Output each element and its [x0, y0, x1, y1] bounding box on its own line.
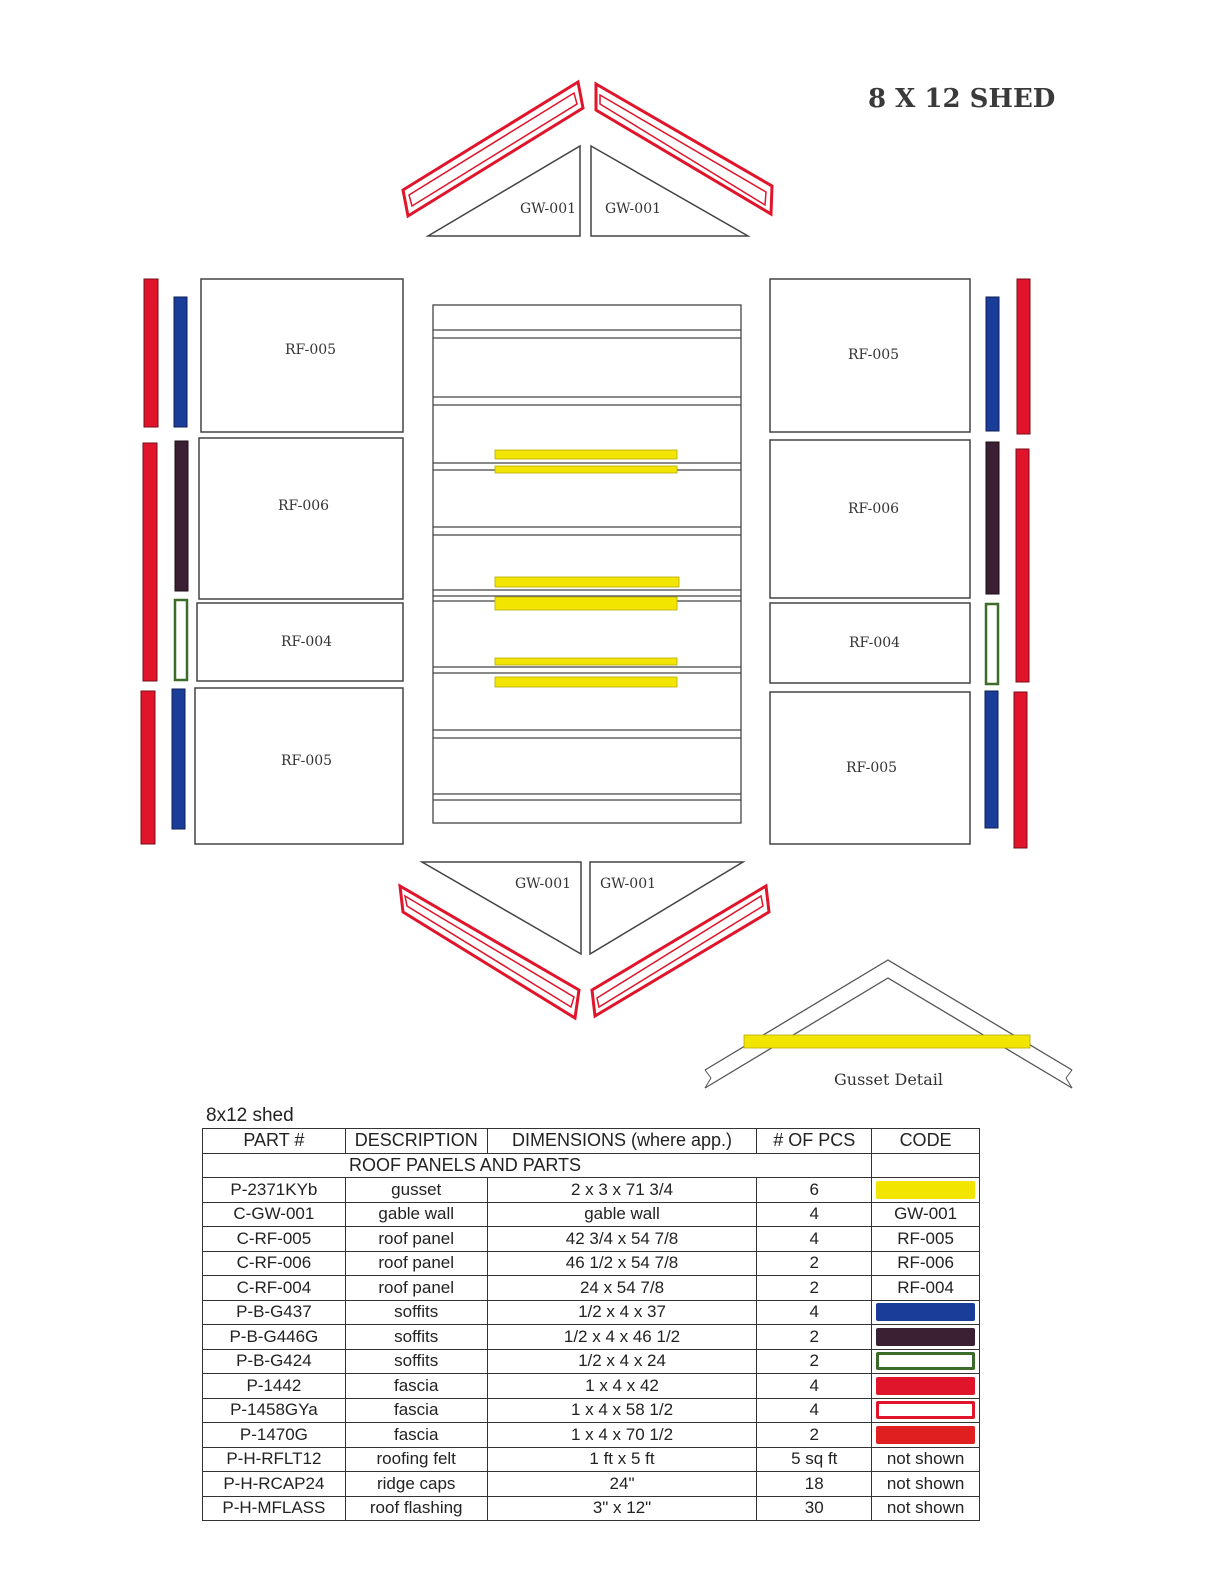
- part-number-cell: C-GW-001: [203, 1202, 346, 1227]
- header-pieces: # OF PCS: [757, 1129, 872, 1154]
- dimensions-cell: gable wall: [487, 1202, 757, 1227]
- pieces-cell: 4: [757, 1227, 872, 1252]
- header-part: PART #: [203, 1129, 346, 1154]
- table-row: [203, 1496, 980, 1521]
- description-cell: soffits: [345, 1300, 487, 1325]
- dimensions-cell: 1 x 4 x 70 1/2: [487, 1423, 757, 1448]
- code-label: not shown: [886, 1473, 965, 1493]
- code-cell: [872, 1374, 980, 1399]
- pieces-cell: 4: [757, 1300, 872, 1325]
- pieces-cell: 2: [757, 1251, 872, 1276]
- dimensions-cell: 1/2 x 4 x 24: [487, 1349, 757, 1374]
- table-header-row: [203, 1129, 980, 1154]
- table-row: [203, 1202, 980, 1227]
- part-number-cell: P-1458GYa: [203, 1398, 346, 1423]
- description-cell: fascia: [345, 1423, 487, 1448]
- gable-label: GW-001: [515, 876, 572, 892]
- fascia-right-2: [1016, 449, 1029, 682]
- dimensions-cell: 46 1/2 x 54 7/8: [487, 1251, 757, 1276]
- pieces-cell: 30: [757, 1496, 872, 1521]
- code-cell: [872, 1178, 980, 1203]
- pieces-cell: 5 sq ft: [757, 1447, 872, 1472]
- part-number-cell: P-2371KYb: [203, 1178, 346, 1203]
- gable-label: GW-001: [600, 876, 657, 892]
- description-cell: ridge caps: [345, 1472, 487, 1497]
- soffit-left-3: [175, 600, 187, 680]
- code-label: GW-001: [894, 1204, 958, 1224]
- soffit-left-4: [172, 689, 185, 829]
- table-row: [203, 1349, 980, 1374]
- table-row: [203, 1178, 980, 1203]
- fascia-right-1: [1017, 279, 1030, 434]
- color-swatch: [876, 1426, 975, 1444]
- color-swatch: [876, 1401, 975, 1419]
- pieces-cell: 18: [757, 1472, 872, 1497]
- description-cell: roof flashing: [345, 1496, 487, 1521]
- part-number-cell: P-B-G446G: [203, 1325, 346, 1350]
- code-label: RF-006: [897, 1253, 954, 1273]
- panel-label: RF-004: [281, 634, 333, 650]
- section-code-cell: [872, 1153, 980, 1178]
- part-number-cell: P-H-RCAP24: [203, 1472, 346, 1497]
- table-row: [203, 1276, 980, 1301]
- gable-label: GW-001: [520, 201, 577, 217]
- table-row: [203, 1251, 980, 1276]
- code-cell: [872, 1325, 980, 1350]
- code-cell: [872, 1251, 980, 1276]
- gusset-detail: [705, 960, 1072, 1088]
- header-code: CODE: [872, 1129, 980, 1154]
- part-number-cell: C-RF-005: [203, 1227, 346, 1252]
- description-cell: fascia: [345, 1398, 487, 1423]
- pieces-cell: 2: [757, 1276, 872, 1301]
- part-number-cell: P-1442: [203, 1374, 346, 1399]
- code-label: RF-004: [897, 1277, 954, 1297]
- part-number-cell: P-H-MFLASS: [203, 1496, 346, 1521]
- roof-panel-right: [770, 440, 970, 598]
- dimensions-cell: 1 x 4 x 42: [487, 1374, 757, 1399]
- parts-table: [202, 1128, 980, 1521]
- table-row: [203, 1374, 980, 1399]
- code-cell: [872, 1349, 980, 1374]
- soffit-right-3: [986, 604, 998, 684]
- code-cell: [872, 1227, 980, 1252]
- description-cell: roofing felt: [345, 1447, 487, 1472]
- pieces-cell: 4: [757, 1374, 872, 1399]
- table-row: [203, 1300, 980, 1325]
- table-row: [203, 1227, 980, 1252]
- soffit-left-1: [174, 297, 187, 427]
- soffit-right-4: [985, 691, 998, 828]
- dimensions-cell: 1 x 4 x 58 1/2: [487, 1398, 757, 1423]
- code-label: not shown: [886, 1498, 965, 1518]
- code-cell: [872, 1276, 980, 1301]
- table-row: [203, 1447, 980, 1472]
- description-cell: roof panel: [345, 1276, 487, 1301]
- panel-label: RF-005: [846, 760, 898, 776]
- part-number-cell: C-RF-004: [203, 1276, 346, 1301]
- pieces-cell: 2: [757, 1325, 872, 1350]
- pieces-cell: 2: [757, 1349, 872, 1374]
- section-row: [203, 1153, 980, 1178]
- page-title: 8 X 12 SHED: [868, 84, 1056, 114]
- table-row: [203, 1423, 980, 1448]
- panel-label: RF-005: [281, 753, 333, 769]
- panel-label: RF-004: [849, 635, 901, 651]
- gusset-detail-label: Gusset Detail: [834, 1070, 943, 1089]
- panel-label: RF-005: [848, 347, 900, 363]
- description-cell: soffits: [345, 1325, 487, 1350]
- dimensions-cell: 1/2 x 4 x 46 1/2: [487, 1325, 757, 1350]
- header-dimensions: DIMENSIONS (where app.): [487, 1129, 757, 1154]
- table-caption: 8x12 shed: [206, 1105, 294, 1126]
- color-swatch: [876, 1303, 975, 1321]
- fascia-left-3: [141, 691, 155, 844]
- pieces-cell: 4: [757, 1202, 872, 1227]
- description-cell: roof panel: [345, 1251, 487, 1276]
- dimensions-cell: 2 x 3 x 71 3/4: [487, 1178, 757, 1203]
- fascia-left-1: [144, 279, 158, 427]
- center-roof-frame: [433, 305, 741, 823]
- color-swatch: [876, 1352, 975, 1370]
- color-swatch: [876, 1181, 975, 1199]
- table-row: [203, 1398, 980, 1423]
- description-cell: roof panel: [345, 1227, 487, 1252]
- dimensions-cell: 24": [487, 1472, 757, 1497]
- code-cell: [872, 1423, 980, 1448]
- part-number-cell: C-RF-006: [203, 1251, 346, 1276]
- code-cell: [872, 1496, 980, 1521]
- dimensions-cell: 24 x 54 7/8: [487, 1276, 757, 1301]
- code-label: not shown: [886, 1449, 965, 1469]
- table-row: [203, 1472, 980, 1497]
- code-cell: [872, 1447, 980, 1472]
- section-title: ROOF PANELS AND PARTS: [203, 1153, 872, 1178]
- gussets: [495, 450, 679, 687]
- pieces-cell: 6: [757, 1178, 872, 1203]
- soffit-right-1: [986, 297, 999, 431]
- dimensions-cell: 1/2 x 4 x 37: [487, 1300, 757, 1325]
- code-cell: [872, 1202, 980, 1227]
- panel-label: RF-005: [285, 342, 337, 358]
- pieces-cell: 4: [757, 1398, 872, 1423]
- code-cell: [872, 1472, 980, 1497]
- description-cell: gusset: [345, 1178, 487, 1203]
- part-number-cell: P-H-RFLT12: [203, 1447, 346, 1472]
- code-cell: [872, 1398, 980, 1423]
- color-swatch: [876, 1377, 975, 1395]
- dimensions-cell: 3" x 12": [487, 1496, 757, 1521]
- description-cell: fascia: [345, 1374, 487, 1399]
- gable-label: GW-001: [605, 201, 662, 217]
- soffit-right-2: [986, 442, 999, 594]
- part-number-cell: P-B-G437: [203, 1300, 346, 1325]
- color-swatch: [876, 1328, 975, 1346]
- code-cell: [872, 1300, 980, 1325]
- code-label: RF-005: [897, 1228, 954, 1248]
- soffit-left-2: [175, 441, 188, 591]
- roof-panel-left: [199, 438, 403, 599]
- part-number-cell: P-1470G: [203, 1423, 346, 1448]
- fascia-left-2: [143, 443, 157, 681]
- fascia-right-3: [1014, 692, 1027, 848]
- description-cell: soffits: [345, 1349, 487, 1374]
- panel-label: RF-006: [848, 501, 900, 517]
- panel-label: RF-006: [278, 498, 330, 514]
- dimensions-cell: 1 ft x 5 ft: [487, 1447, 757, 1472]
- header-description: DESCRIPTION: [345, 1129, 487, 1154]
- dimensions-cell: 42 3/4 x 54 7/8: [487, 1227, 757, 1252]
- part-number-cell: P-B-G424: [203, 1349, 346, 1374]
- table-row: [203, 1325, 980, 1350]
- description-cell: gable wall: [345, 1202, 487, 1227]
- pieces-cell: 2: [757, 1423, 872, 1448]
